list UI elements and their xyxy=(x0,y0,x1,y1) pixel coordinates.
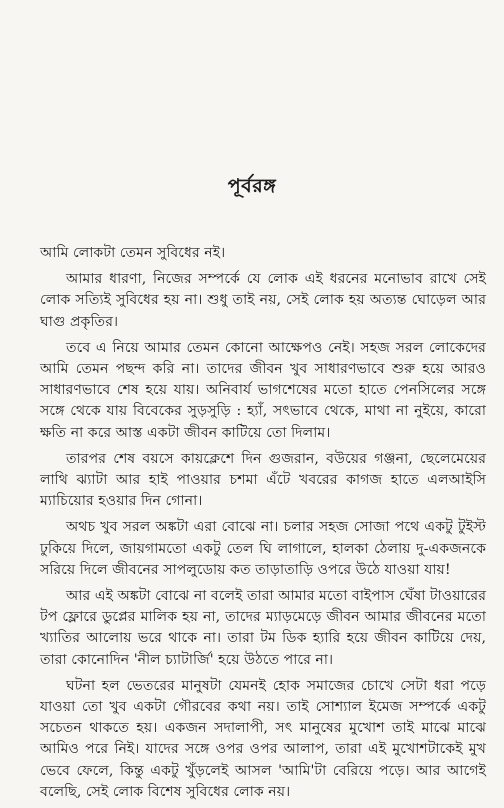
paragraph: আমি লোকটা তেমন সুবিধের নই। xyxy=(40,245,226,261)
chapter-body xyxy=(40,243,486,808)
paragraph: তবে এ নিয়ে আমার তেমন কোনো আক্ষেপও নেই। সহজ সরল লোকেদের আমি তেমন পছন্দ করি না। তাদের জীবন খুব সাধারণভাবে শুরু হয়ে আরও সাধারণভাবে শেষ হয়ে যায়। অনিবার্য ভাগশেষের মতো হাতে পেনসিলের সঙ্গে সঙ্গে থেকে যায় বিবেকের সুড়সুড়ি : হ্যাঁ, সৎভাবে থেকে, মাথা না নুইয়ে, কারো ক্ষতি না করে আস্ত একটা জীবন কাটিয়ে তো দিলাম। xyxy=(40,339,486,441)
paragraph: আর এই অঙ্কটা বোঝে না বলেই তারা আমার মতো বাইপাস ঘেঁষা টাওয়ারের টপ ফ্লোরে ডুপ্লের মালিক হয় না, তাদের ম্যাড়মেড়ে জীবন আমার জীবনের মতো খ্যাতির আলোয় ভরে থাকে না। তারা টম ডিক হ্যারি হয়ে জীবন কাটিয়ে দেয়, তারা কোনোদিন 'নীল চ্যাটার্জি' হয়ে উঠতে পারে না। xyxy=(40,588,486,668)
paragraph: ঘটনা হল ভেতরের মানুষটা যেমনই হোক সমাজের চোখে সেটা ধরা পড়ে যাওয়া তো খুব একটা গৌরবের কথা নয়। তাই সোশ্যাল ইমেজ সম্পর্কে একটু সচেতন থাকতে হয়। একজন সদালাপী, সৎ মানুষের মুখোশ তাই মাঝে মাঝে আমিও পরে নিই। যাদের সঙ্গে ওপর ওপর আলাপ, তারা এই মুখোশটাকেই মুখ ভেবে ফেলে, কিন্তু একটু খুঁড়লেই আসল 'আমি'টা বেরিয়ে পড়ে। আর আগেই বলেছি, সেই লোক বিশেষ সুবিধের লোক নয়। xyxy=(40,677,486,800)
paragraph: আমার ধারণা, নিজের সম্পর্কে যে লোক এই ধরনের মনোভাব রাখে সেই লোক সত্যিই সুবিধের হয় না। শুধু তাই নয়, সেই লোক হয় অত্যন্ত ঘোড়েল আর ঘাগু প্রকৃতির। xyxy=(40,271,486,330)
paragraph: অথচ খুব সরল অঙ্কটা এরা বোঝে না। চলার সহজ সোজা পথে একটু টুইস্ট ঢুকিয়ে দিলে, জায়গামতো একটু তেল ঘি লাগালে, হালকা ঠেলায় দু-একজনকে সরিয়ে দিলে জীবনের সাপলুডোয় কত তাড়াতাড়ি ওপরে উঠে যাওয়া যায়! xyxy=(40,519,486,578)
paragraph: তারপর শেষ বয়সে কায়ক্লেশে দিন গুজরান, বউয়ের গঞ্জনা, ছেলেমেয়ের লাথি ঝ্যাটা আর হাই পাওয়ার চশমা এঁটে খবরের কাগজ হাতে এলআইসি ম্যাচিয়োর হওয়ার দিন গোনা। xyxy=(40,450,486,510)
chapter-title: পূর্বরঙ্গ xyxy=(227,175,277,197)
